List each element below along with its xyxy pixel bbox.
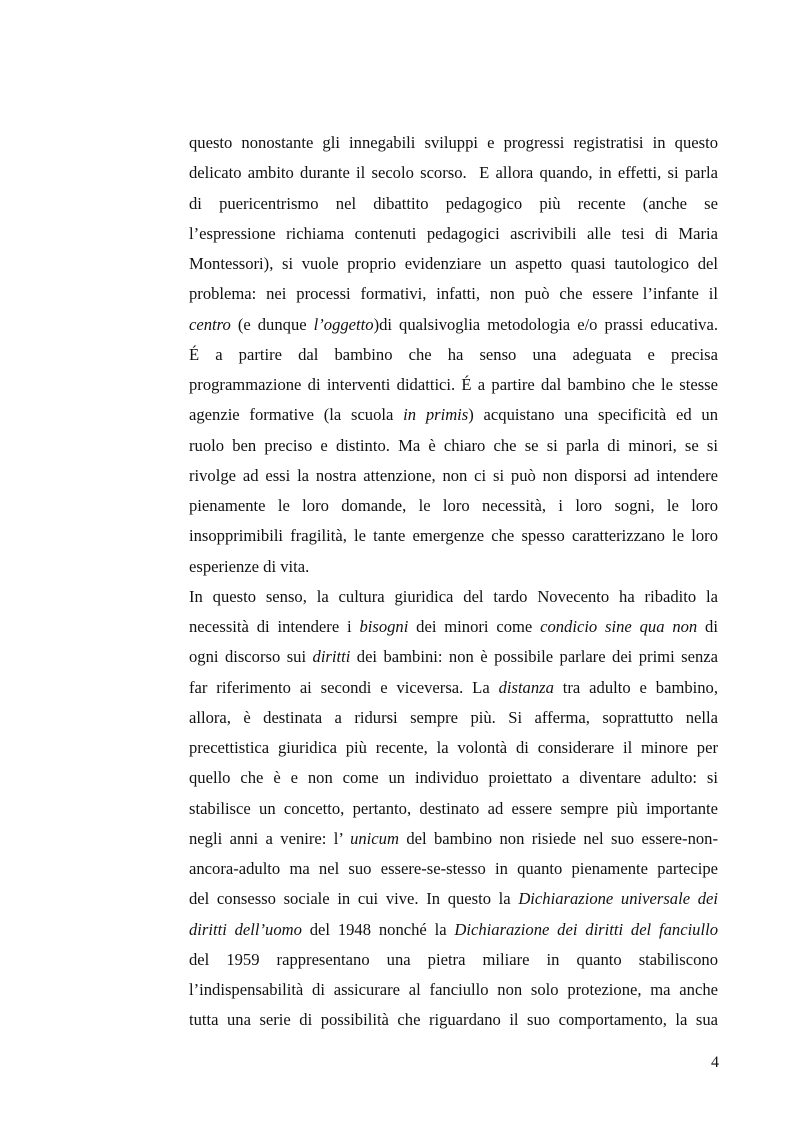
italic-text: diritti dell’uomo: [189, 919, 302, 939]
text-line: [189, 763, 718, 793]
text-line: [189, 673, 718, 703]
text-segment: agenzie formative (la scuola: [189, 405, 404, 425]
text-segment: dei bambini: non è possibile parlare dei primi senza: [350, 647, 718, 667]
text-segment: In questo senso, la cultura giuridica del tardo Novecento ha ribadito la: [189, 586, 718, 606]
text-line: [189, 189, 718, 219]
body-text: [189, 128, 718, 1036]
text-segment: l’espressione richiama contenuti pedagogici ascrivibili alle tesi di Maria: [189, 223, 718, 243]
text-line: [189, 279, 718, 309]
text-line: [189, 975, 718, 1005]
text-line: [189, 552, 718, 582]
text-segment: del consesso sociale in cui vive. In questo la: [189, 889, 519, 909]
text-segment: É a partire dal bambino che ha senso una adeguata e precisa: [189, 344, 718, 364]
italic-text: centro: [189, 314, 231, 334]
text-line: [189, 703, 718, 733]
text-line: [189, 824, 718, 854]
text-line: [189, 219, 718, 249]
text-line: [189, 431, 718, 461]
text-line: [189, 884, 718, 914]
italic-text: unicum: [350, 828, 399, 848]
text-line: [189, 370, 718, 400]
text-line: [189, 249, 718, 279]
text-segment: del 1959 rappresentano una pietra miliare in quanto stabiliscono: [189, 949, 718, 969]
text-line: [189, 733, 718, 763]
italic-text: in primis: [403, 405, 469, 425]
text-line: [189, 158, 718, 188]
text-line: [189, 642, 718, 672]
text-segment: problema: nei processi formativi, infatti, non può che essere l’infante il: [189, 284, 718, 304]
text-line: [189, 461, 718, 491]
text-line: [189, 794, 718, 824]
italic-text: bisogni: [359, 617, 409, 636]
text-line: [189, 340, 718, 370]
text-segment: l’indispensabilità di assicurare al fanciullo non solo protezione, ma anche: [189, 980, 718, 999]
text-segment: negli anni a venire: l’: [189, 828, 351, 848]
text-segment: stabilisce un concetto, pertanto, destinato ad essere sempre più importante: [189, 798, 718, 818]
text-line: [189, 128, 718, 158]
text-segment: di: [697, 617, 718, 636]
text-segment: ruolo ben preciso e distinto. Ma è chiaro che se si parla di minori, se si: [189, 435, 718, 455]
italic-text: diritti: [312, 647, 351, 667]
italic-text: condicio sine qua non: [540, 617, 698, 636]
text-line: [189, 400, 718, 430]
text-segment: del 1948 nonché la: [301, 919, 455, 939]
text-segment: programmazione di interventi didattici. É a partire dal bambino che le stesse: [189, 375, 718, 394]
text-segment: insopprimibili fragilità, le tante emergenze che spesso caratterizzano le loro: [189, 526, 718, 546]
text-segment: )di qualsivoglia metodologia e/o prassi educativa.: [373, 314, 718, 334]
italic-text: l’oggetto: [313, 314, 374, 334]
text-line: [189, 915, 718, 945]
text-line: [189, 491, 718, 521]
text-line: [189, 1005, 718, 1035]
text-line: [189, 945, 718, 975]
text-segment: far riferimento ai secondi e viceversa. La: [189, 677, 499, 697]
text-segment: ogni discorso sui: [189, 647, 313, 667]
text-segment: allora, è destinata a ridursi sempre più. Si afferma, soprattutto nella: [189, 707, 718, 727]
text-line: [189, 582, 718, 612]
text-segment: necessità di intendere i: [189, 617, 360, 636]
text-line: [189, 521, 718, 551]
text-segment: (e dunque: [230, 314, 314, 334]
text-line: [189, 310, 718, 340]
text-segment: questo nonostante gli innegabili sviluppi e progressi registratisi in questo: [189, 133, 718, 152]
page-number: 4: [711, 1054, 719, 1071]
text-segment: ) acquistano una specificità ed un: [468, 405, 718, 425]
text-segment: di puericentrismo nel dibattito pedagogico più recente (anche se: [189, 193, 718, 213]
text-segment: dei minori come: [408, 617, 541, 636]
text-segment: Montessori), si vuole proprio evidenziare un aspetto quasi tautologico del: [189, 254, 718, 273]
text-segment: rivolge ad essi la nostra attenzione, non ci si può non disporsi ad intendere: [189, 465, 718, 485]
text-segment: tutta una serie di possibilità che riguardano il suo comportamento, la sua: [189, 1010, 718, 1030]
text-segment: delicato ambito durante il secolo scorso. E allora quando, in effetti, si parla: [189, 163, 718, 183]
italic-text: distanza: [498, 677, 554, 697]
text-segment: ancora-adulto ma nel suo essere-se-stesso in quanto pienamente partecipe: [189, 859, 718, 878]
text-segment: esperienze di vita.: [189, 556, 310, 576]
text-segment: del bambino non risiede nel suo essere-non-: [398, 828, 718, 848]
text-segment: quello che è e non come un individuo proiettato a diventare adulto: si: [189, 768, 718, 788]
text-line: [189, 612, 718, 642]
text-line: [189, 854, 718, 884]
text-segment: precettistica giuridica più recente, la volontà di considerare il minore per: [189, 738, 718, 757]
text-segment: tra adulto e bambino,: [553, 677, 718, 697]
italic-text: Dichiarazione universale dei: [518, 889, 718, 909]
italic-text: Dichiarazione dei diritti del fanciullo: [454, 919, 718, 939]
text-segment: pienamente le loro domande, le loro necessità, i loro sogni, le loro: [189, 496, 718, 515]
